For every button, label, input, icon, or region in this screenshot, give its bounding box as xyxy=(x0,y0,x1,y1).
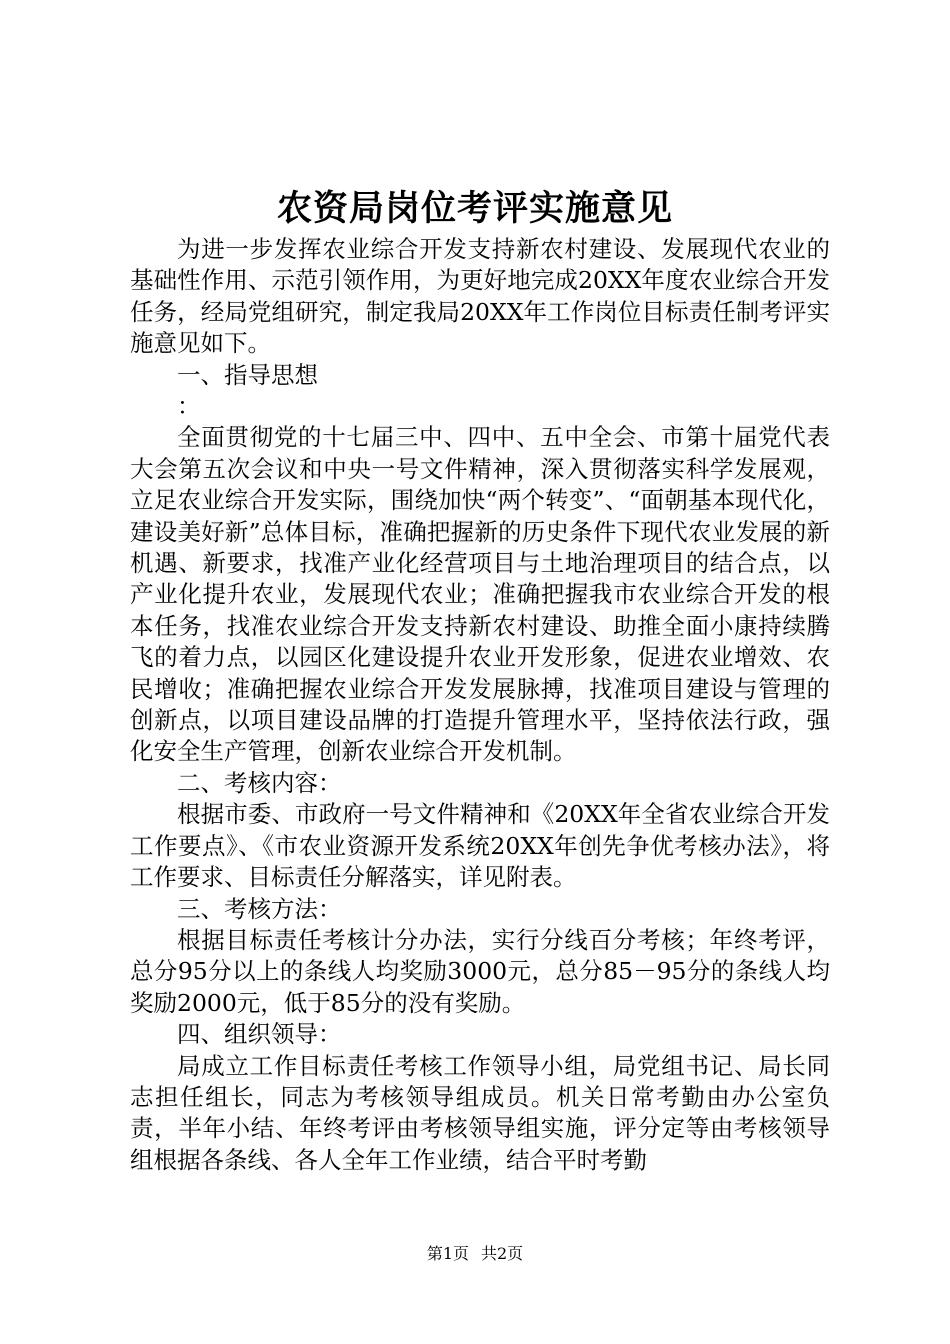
intro-paragraph: 为进一步发挥农业综合开发支持新农村建设、发展现代农业的基础性作用、示范引领作用，为更好地完成20XX年度农业综合开发任务，经局党组研究，制定我局20XX年工作岗位目标责任制考评实施意见如下。 xyxy=(130,235,830,358)
section-1-colon: ： xyxy=(177,392,201,421)
page-footer xyxy=(0,1243,950,1265)
document-title: 农资局岗位考评实施意见 xyxy=(276,188,673,229)
section-2-heading: 二、考核内容： xyxy=(177,768,342,797)
section-1-paragraph: 全面贯彻党的十七届三中、四中、五中全会、市第十届党代表大会第五次会议和中央一号文件精神，深入贯彻落实科学发展观，立足农业综合开发实际，围绕加快“两个转变”、“面朝基本现代化，建设美好新”总体目标，准确把握新的历史条件下现代农业发展的新机遇、新要求，找准产业化经营项目与土地治理项目的结合点，以产业化提升农业，发展现代农业；准确把握我市农业综合开发的根本任务，找准农业综合开发支持新农村建设、助推全面小康持续腾飞的着力点，以园区化建设提升农业开发形象，促进农业增效、农民增收；准确把握农业综合开发发展脉搏，找准项目建设与管理的创新点，以项目建设品牌的打造提升管理水平，坚持依法行政，强化安全生产管理，创新农业综合开发机制。 xyxy=(130,423,830,766)
section-3-heading: 三、考核方法： xyxy=(177,894,342,923)
section-4-paragraph: 局成立工作目标责任考核工作领导小组，局党组书记、局长同志担任组长，同志为考核领导组成员。机关日常考勤由办公室负责，半年小结、年终考评由考核领导组实施，评分定等由考核领导组根据各条线、各人全年工作业绩，结合平时考勤 xyxy=(130,1051,830,1174)
section-2-paragraph: 根据市委、市政府一号文件精神和《20XX年全省农业综合开发工作要点》、《市农业资源开发系统20XX年创先争优考核办法》，将工作要求、目标责任分解落实，详见附表。 xyxy=(130,800,830,892)
section-1-heading: 一、指导思想 xyxy=(177,360,318,389)
section-3-paragraph: 根据目标责任考核计分办法，实行分线百分考核；年终考评，总分95分以上的条线人均奖励3000元，总分85－95分的条线人均奖励2000元，低于85分的没有奖励。 xyxy=(130,925,830,1017)
section-4-heading: 四、组织领导： xyxy=(177,1020,342,1049)
page-total: 共2页 xyxy=(481,1244,524,1263)
page-number: 第1页 xyxy=(426,1244,469,1263)
document-body xyxy=(130,234,830,1176)
